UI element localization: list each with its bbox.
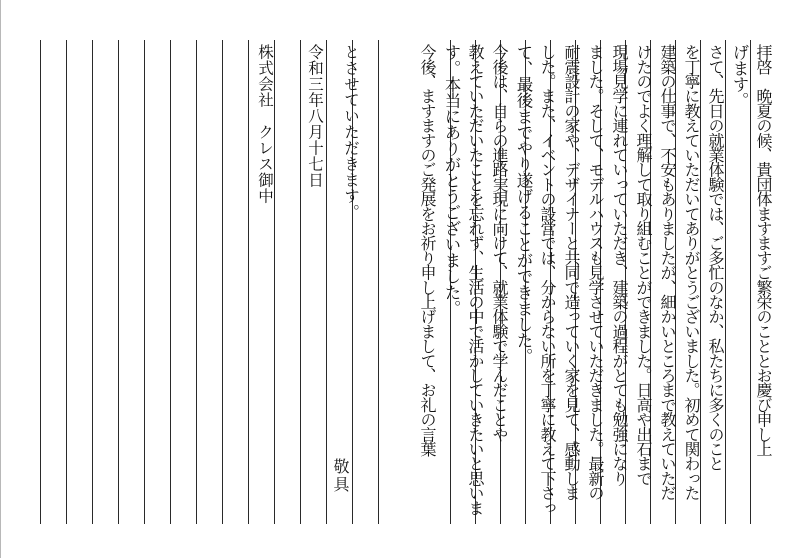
body-line-10: した。また、イベントの設営では、分からない所を丁寧に教えて下さっ bbox=[538, 44, 557, 515]
body-line-9: 耐震設計の家や、デザイナーと共同で造っていく家を見て、感動しま bbox=[562, 44, 581, 500]
body-line-5: 建築の仕事で、不安もありましたが、細かいところまで教えていただ bbox=[658, 44, 677, 500]
body-line-13: 教えていただいたことを忘れず、生活の中で活かしていきたいと思いま bbox=[466, 44, 485, 515]
body-line-7: 現場見学に連れていっていただき、建築の過程がとても勉強になり bbox=[610, 44, 629, 486]
rule-line bbox=[66, 40, 67, 524]
body-line-14: す。本当にありがとうございました。 bbox=[442, 44, 461, 316]
body-line-8: ました。そして、モデルハウスも見学させていただきました。最新の bbox=[586, 44, 605, 500]
rule-line bbox=[40, 40, 41, 524]
continuation-line: とさせていただきます。 bbox=[342, 44, 360, 220]
body-line-2: げます。 bbox=[730, 44, 749, 108]
body-line-4: を丁寧に教えていただいてありがとうございました。初めて関わった bbox=[682, 44, 701, 500]
body-line-12: 今後は、自らの進路実現に向けて、就業体験で学んだことや bbox=[490, 44, 509, 441]
rule-line bbox=[196, 40, 197, 524]
rule-line bbox=[248, 40, 249, 524]
rule-line bbox=[300, 40, 301, 524]
body-line-15: 今後、ますますのご発展をお祈り申し上げまして、お礼の言葉 bbox=[418, 44, 437, 456]
rule-line bbox=[378, 40, 379, 524]
rule-line bbox=[144, 40, 145, 524]
rule-line bbox=[92, 40, 93, 524]
closing-keigu: 敬具 bbox=[331, 458, 350, 494]
body-line-3: さて、先日の就業体験では、ご多忙のなか、私たちに多くのこと bbox=[706, 44, 725, 471]
letter-recipient: 株式会社 クレス御中 bbox=[256, 44, 274, 204]
body-line-11: て、最後までやり遂げることができました。 bbox=[514, 44, 533, 364]
body-line-6: けたのでよく理解して取り組むことができました。日高や出石まで bbox=[634, 44, 653, 486]
rule-line bbox=[118, 40, 119, 524]
body-line-1: 拝啓 晩夏の候、貴団体ますますご繁栄のこととお慶び申し上 bbox=[754, 44, 773, 456]
letter-date: 令和三年八月十七日 bbox=[306, 44, 324, 188]
rule-line bbox=[222, 40, 223, 524]
page-edge bbox=[0, 0, 1, 558]
rule-line bbox=[170, 40, 171, 524]
